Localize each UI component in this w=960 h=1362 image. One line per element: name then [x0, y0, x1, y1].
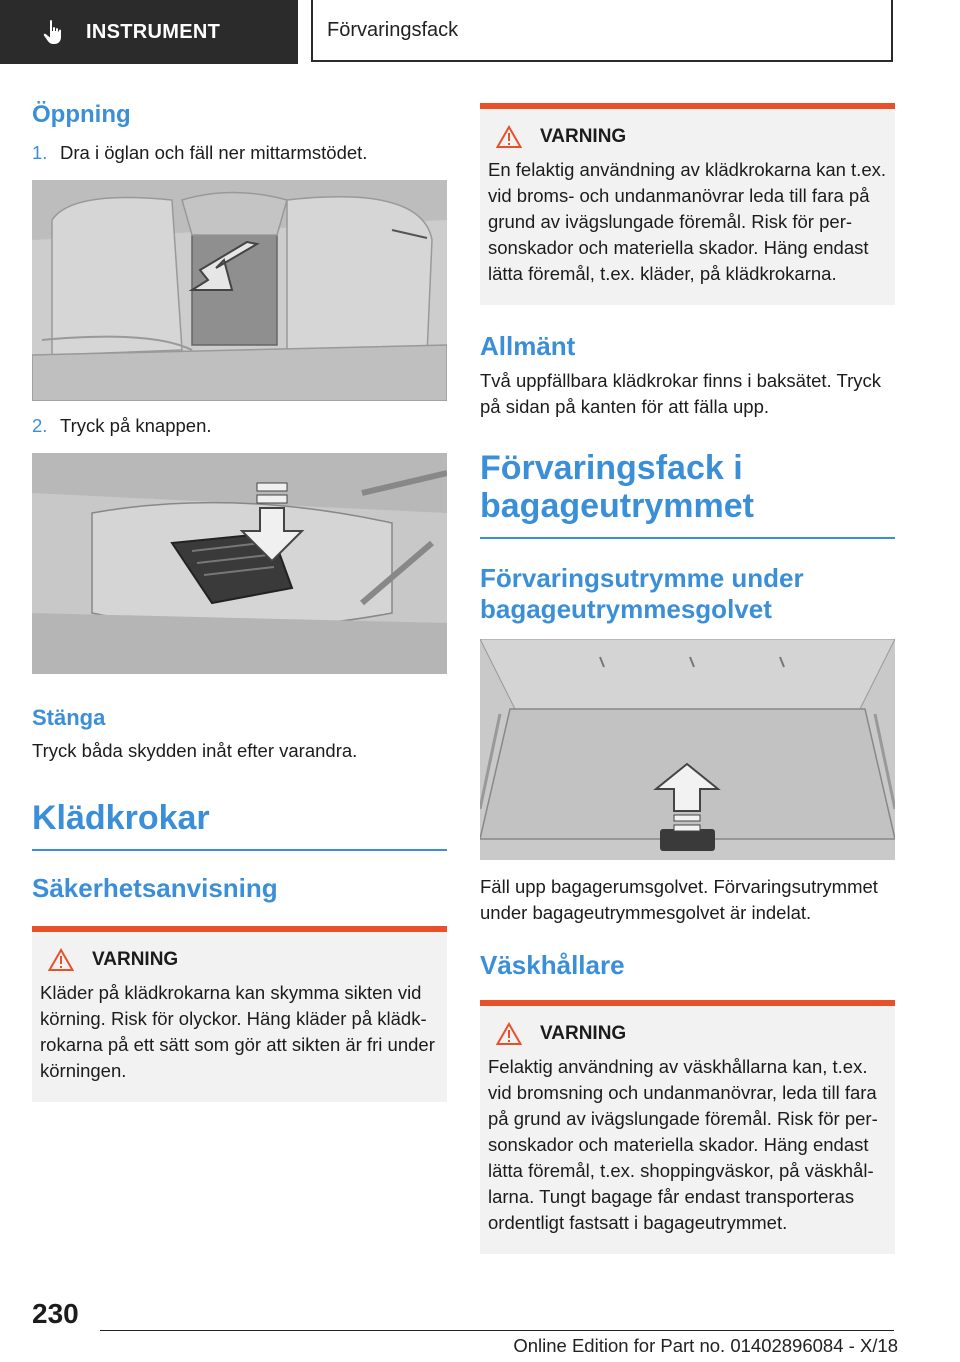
stanga-text: Tryck båda skydden inåt efter varandra. — [32, 739, 358, 761]
step-text: Tryck på knappen. — [60, 415, 212, 436]
vaskhallare-heading: Väskhållare — [480, 950, 625, 981]
armrest-fold-photo — [32, 180, 447, 401]
warning-box — [480, 103, 895, 305]
sakerhet-heading: Säkerhetsanvisning — [32, 872, 278, 903]
section-header — [311, 0, 893, 62]
warning-triangle-icon — [48, 948, 74, 972]
step-text: Dra i öglan och fäll ner mittarmstödet. — [60, 142, 368, 163]
warning-title: VARNING — [540, 126, 627, 147]
step-number: 2. — [32, 415, 48, 436]
heading-rule — [32, 849, 447, 851]
allmant-text: Två uppfällbara klädkrokar finns i baksätet. Tryck på sidan på kanten för att fälla upp. — [480, 370, 882, 418]
step-2 — [32, 413, 447, 439]
step-number: 1. — [32, 142, 48, 163]
edition-text: Online Edition for Part no. 01402896084 - X/18 — [513, 1335, 898, 1356]
fall-upp-text: Fäll upp bagagerumsgolvet. Förvaringsutrymmet under bagageutrymmesgolvet är indelat. — [480, 876, 878, 924]
armrest-button-photo — [32, 453, 447, 674]
hand-pointer-icon — [40, 18, 68, 46]
warning-text: En felaktig användning av klädkrokarna kan t.ex. vid broms- och undanmanövrar leda till fara på grund av ivägslungade föremål. Risk för personskador och materiella skador. Häng endast lätta föremål, t.ex. kläder, på klädkrokarna. — [488, 159, 886, 284]
section-label: Förvaringsfack — [327, 18, 459, 41]
allmant-heading: Allmänt — [480, 331, 576, 361]
forvaringsfack-heading: Förvaringsfack i bagageutrymmet — [480, 449, 754, 525]
warning-text: Kläder på klädkrokarna kan skymma sikten vid körning. Risk för olyckor. Häng kläder på klädkrokarna på ett sätt som gör att sikten är fri under körningen. — [40, 982, 435, 1082]
warning-title: VARNING — [92, 949, 179, 971]
step-1 — [32, 140, 447, 166]
left-column — [32, 100, 447, 1102]
warning-triangle-icon — [496, 1022, 522, 1046]
kladkrokar-heading: Klädkrokar — [32, 798, 210, 837]
footer-rule — [100, 1330, 894, 1331]
page-number: 230 — [32, 1298, 79, 1329]
warning-title: VARNING — [540, 1022, 627, 1044]
heading-rule — [480, 537, 895, 539]
forvaringsutrymme-heading: Förvaringsutrymme under bagageutrymmesgolvet — [480, 562, 804, 625]
chapter-label: INSTRUMENT — [86, 20, 221, 43]
warning-text: Felaktig användning av väskhållarna kan, t.ex. vid bromsning och undanmanövrar, leda till fara på grund av ivägslungade föremål. Risk för personskador och materiella skador. Häng endast lätta föremål, t.ex. shoppingväskor, på väskhållarna. Tungt bagage får endast transporteras ordentligt fastsatt i bagageutrymmet. — [488, 1055, 878, 1233]
trunk-floor-photo — [480, 639, 895, 860]
oppning-heading: Öppning — [32, 101, 131, 128]
chapter-tab[interactable] — [0, 0, 298, 64]
stanga-heading: Stänga — [32, 705, 106, 730]
warning-box — [480, 1000, 895, 1254]
warning-box — [32, 926, 447, 1102]
right-column — [480, 103, 895, 1254]
warning-triangle-icon — [496, 125, 522, 149]
